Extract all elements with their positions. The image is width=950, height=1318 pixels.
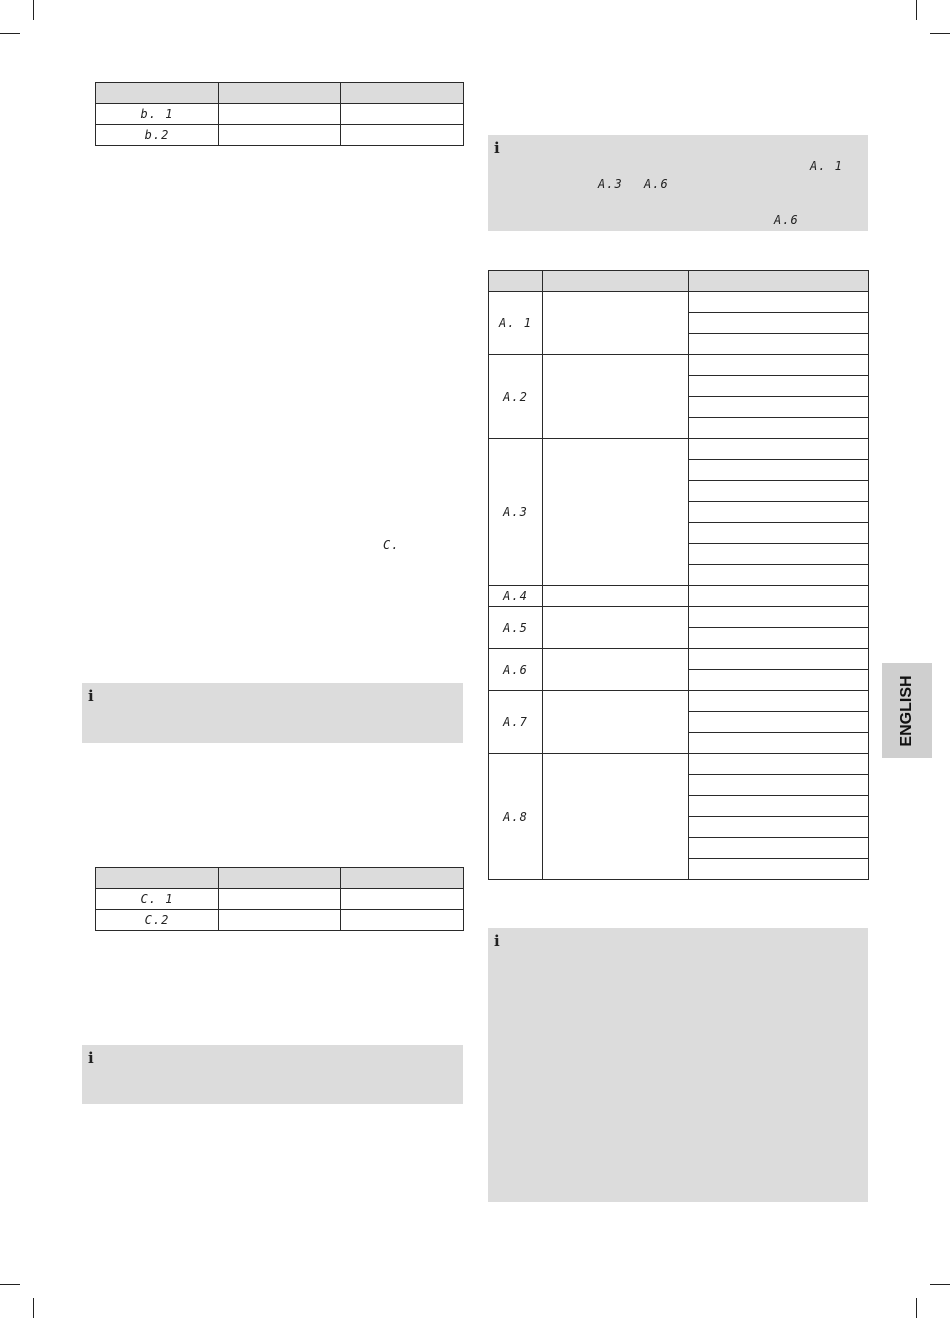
value-cell	[689, 565, 869, 586]
code-cell: A.2	[503, 389, 528, 404]
description-cell	[543, 607, 689, 649]
code-cell: A.3	[503, 505, 528, 519]
description-cell	[543, 586, 689, 607]
value-cell	[689, 544, 869, 565]
crop-mark	[930, 1284, 950, 1285]
description-cell	[543, 439, 689, 586]
value-cell	[689, 754, 869, 775]
value-cell	[689, 733, 869, 754]
note-code: A.3	[598, 177, 623, 191]
code-cell: A.5	[503, 620, 528, 635]
table-row	[96, 104, 464, 125]
table-row	[489, 355, 869, 376]
table-row	[96, 125, 464, 146]
value-cell	[689, 859, 869, 880]
table-header-row	[489, 271, 869, 292]
code-cell: A.8	[503, 809, 528, 824]
code-cell: b. 1	[140, 107, 174, 121]
value-cell	[689, 418, 869, 439]
value-cell	[689, 460, 869, 481]
code-cell-wrap	[489, 607, 543, 649]
value-cell	[689, 292, 869, 313]
value-cell	[689, 355, 869, 376]
note-box	[488, 135, 868, 231]
value-cell	[689, 376, 869, 397]
description-cell	[543, 691, 689, 754]
note-code: A.6	[644, 177, 669, 191]
value-cell	[689, 523, 869, 544]
value-cell	[689, 397, 869, 418]
language-label: ENGLISH	[898, 674, 915, 747]
value-cell	[689, 670, 869, 691]
table-b	[95, 82, 464, 146]
value-cell	[689, 502, 869, 523]
crop-mark	[0, 33, 20, 34]
code-cell: A.4	[503, 589, 528, 603]
value-cell	[689, 838, 869, 859]
info-icon: i	[88, 1049, 94, 1067]
value-cell	[689, 712, 869, 733]
note-box	[488, 928, 868, 1202]
table-row	[489, 754, 869, 775]
table-c	[95, 867, 464, 931]
value-cell	[689, 775, 869, 796]
value-cell	[689, 649, 869, 670]
table-row	[489, 649, 869, 670]
code-cell: A.7	[503, 715, 528, 729]
code-cell-wrap	[489, 754, 543, 880]
code-cell-wrap	[489, 355, 543, 439]
description-cell	[543, 649, 689, 691]
code-cell-wrap	[489, 292, 543, 355]
table-row	[96, 910, 464, 931]
description-cell	[543, 355, 689, 439]
code-cell-wrap	[489, 649, 543, 691]
value-cell	[689, 439, 869, 460]
table-row	[489, 292, 869, 313]
note-box	[82, 1045, 463, 1104]
crop-mark	[0, 1284, 20, 1285]
code-cell: C. 1	[140, 892, 174, 906]
table-row	[489, 439, 869, 460]
inline-code-c: C.	[383, 538, 400, 552]
crop-mark	[930, 33, 950, 34]
value-cell	[689, 817, 869, 838]
table-row	[489, 691, 869, 712]
table-a	[488, 270, 869, 880]
code-cell-wrap	[489, 691, 543, 754]
table-row	[96, 889, 464, 910]
value-cell	[689, 334, 869, 355]
table-row	[489, 586, 869, 607]
value-cell	[689, 628, 869, 649]
value-cell	[689, 313, 869, 334]
table-header-row	[96, 83, 464, 104]
table-header-row	[96, 868, 464, 889]
value-cell	[689, 607, 869, 628]
table-row	[489, 607, 869, 628]
code-cell: A. 1	[499, 316, 532, 330]
description-cell	[543, 292, 689, 355]
value-cell	[689, 796, 869, 817]
crop-mark	[33, 0, 34, 20]
code-cell: C.2	[144, 913, 170, 927]
note-box	[82, 683, 463, 743]
code-cell: A.6	[503, 662, 528, 677]
code-cell: b.2	[144, 128, 170, 142]
value-cell	[689, 586, 869, 607]
code-cell-wrap	[489, 586, 543, 607]
crop-mark	[916, 1298, 917, 1318]
value-cell	[689, 481, 869, 502]
info-icon: i	[494, 932, 500, 950]
note-code: A. 1	[810, 159, 843, 173]
description-cell	[543, 754, 689, 880]
info-icon: i	[494, 139, 500, 157]
value-cell	[689, 691, 869, 712]
crop-mark	[916, 0, 917, 20]
language-tab	[882, 663, 932, 758]
code-cell-wrap	[489, 439, 543, 586]
note-code: A.6	[774, 213, 799, 227]
crop-mark	[33, 1298, 34, 1318]
info-icon: i	[88, 687, 94, 705]
